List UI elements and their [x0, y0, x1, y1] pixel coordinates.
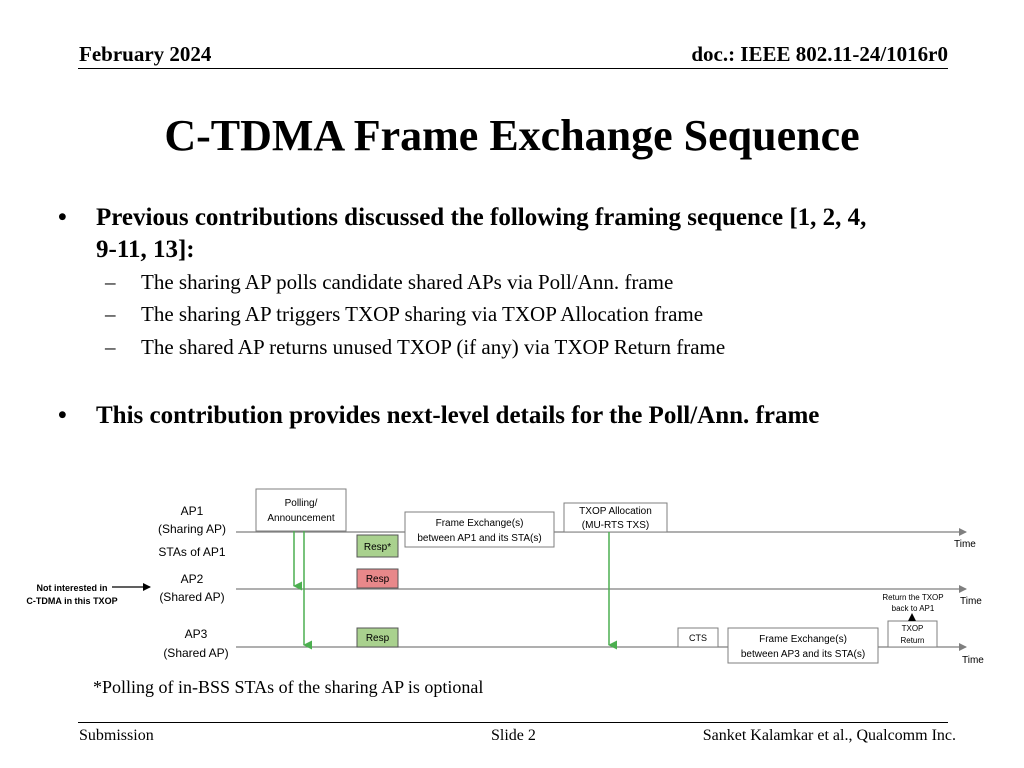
ap1-label-line2: (Sharing AP) — [157, 522, 227, 536]
polling-line2: Announcement — [267, 513, 335, 524]
polling-line1: Polling/ — [284, 498, 318, 509]
bullet-2-text: This contribution provides next-level details for the Poll/Ann. frame — [96, 402, 820, 429]
bullet-1-line1: Previous contributions discussed the following framing sequence [1, 2, 4, — [96, 204, 867, 231]
resp-ap3-label: Resp — [365, 633, 390, 644]
footer-slide-number: Slide 2 — [491, 727, 536, 744]
frame-exchange-ap3-line1: Frame Exchange(s) — [759, 634, 847, 645]
bullet-dot: • — [58, 204, 67, 231]
time-label-ap2: Time — [960, 596, 982, 607]
footer-submission: Submission — [79, 727, 154, 744]
ap1-label-line1: AP1 — [180, 504, 204, 518]
ap2-label-line2: (Shared AP) — [159, 590, 225, 604]
sub-bullet-3-text: The shared AP returns unused TXOP (if any) via TXOP Return frame — [141, 335, 726, 359]
txop-return-line1: TXOP — [901, 624, 924, 633]
time-label-ap1: Time — [954, 539, 976, 550]
footer-authors: Sanket Kalamkar et al., Qualcomm Inc. — [702, 727, 956, 744]
footer-divider — [78, 722, 948, 723]
sub-bullet-dash: – — [105, 335, 116, 359]
txop-allocation-line2: (MU-RTS TXS) — [581, 520, 650, 531]
sub-bullet-dash: – — [105, 270, 116, 294]
resp-star-label: Resp* — [363, 542, 392, 553]
frame-exchange-ap3-line2: between AP3 and its STA(s) — [740, 649, 866, 660]
resp-ap2-label: Resp — [365, 574, 390, 585]
bullet-1-line2: 9-11, 13]: — [96, 236, 195, 263]
txop-allocation-line1: TXOP Allocation — [579, 506, 652, 517]
txop-return-line2: Return — [900, 636, 925, 645]
frame-exchange-ap1-line1: Frame Exchange(s) — [435, 518, 524, 529]
return-note-line2: back to AP1 — [891, 604, 935, 613]
sub-bullet-dash: – — [105, 302, 116, 326]
ap3-label-line1: AP3 — [184, 627, 208, 641]
stas-ap1-label: STAs of AP1 — [158, 545, 226, 559]
return-note-line1: Return the TXOP — [882, 593, 944, 602]
ap2-label-line1: AP2 — [180, 572, 204, 586]
sub-bullet-2-text: The sharing AP triggers TXOP sharing via TXOP Allocation frame — [141, 302, 704, 326]
ap3-label-line2: (Shared AP) — [163, 646, 229, 660]
slide-title: C-TDMA Frame Exchange Sequence — [164, 111, 860, 160]
time-label-ap3: Time — [962, 655, 984, 666]
polling-announcement-box — [256, 489, 346, 531]
header-date: February 2024 — [79, 42, 212, 66]
sub-bullet-1-text: The sharing AP polls candidate shared APs via Poll/Ann. frame — [141, 270, 674, 294]
header-doc-id: doc.: IEEE 802.11-24/1016r0 — [691, 42, 948, 66]
frame-exchange-ap1-line2: between AP1 and its STA(s) — [417, 533, 542, 544]
footnote: *Polling of in-BSS STAs of the sharing AP is optional — [93, 677, 484, 697]
cts-label: CTS — [689, 633, 707, 643]
not-interested-line2: C-TDMA in this TXOP — [26, 596, 118, 606]
bullet-dot: • — [58, 402, 67, 429]
not-interested-line1: Not interested in — [36, 583, 108, 593]
